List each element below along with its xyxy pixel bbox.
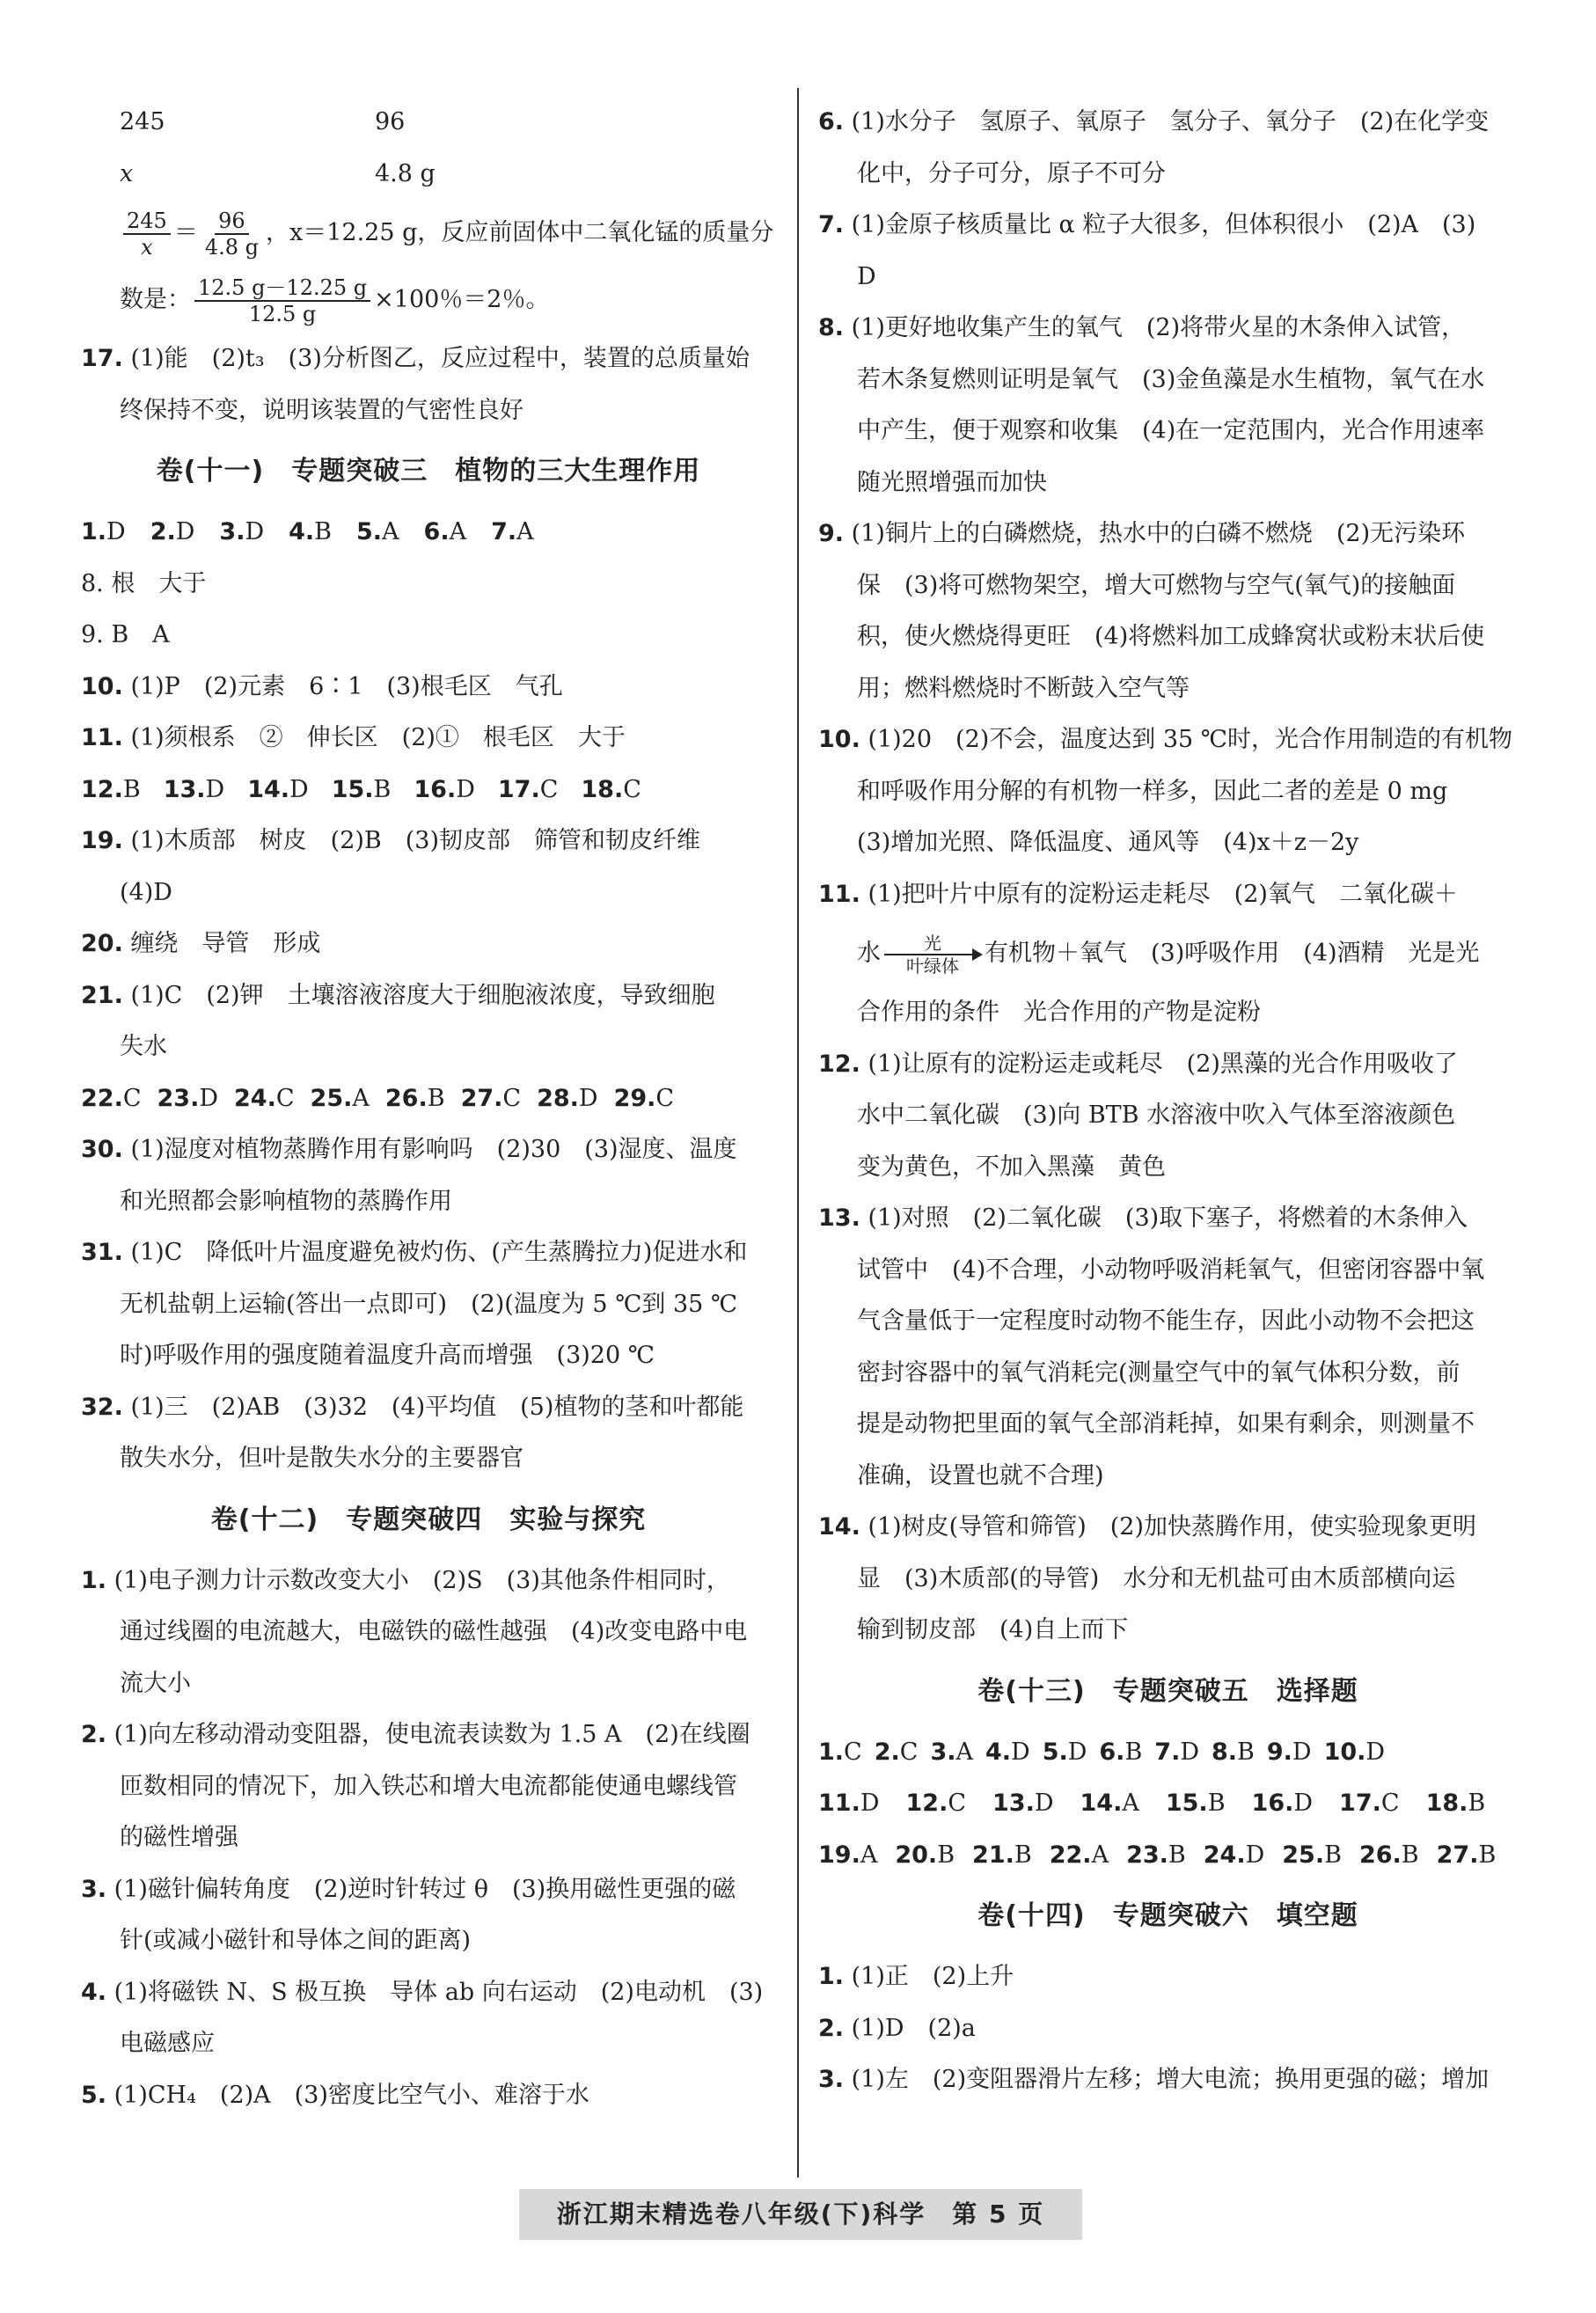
section-heading-11: 卷(十一) 专题突破三 植物的三大生理作用 — [156, 456, 701, 487]
answer-r12: 12. (1)让原有的淀粉运走或耗尽 (2)黑藻的光合作用吸收了 — [818, 1050, 1458, 1078]
mc-answer: 23.B — [1126, 1841, 1186, 1869]
mc-answer: 6.A — [423, 518, 467, 545]
photosynthesis-equation: 水 光 叶绿体 有机物＋氧气 (3)呼吸作用 (4)酒精 光是光 — [857, 932, 1480, 977]
answer-r13: 13. (1)对照 (2)二氧化碳 (3)取下塞子，将燃着的木条伸入 — [818, 1204, 1468, 1232]
mc-row-11c — [81, 1073, 776, 1125]
answer-8: 8. 根 大于 — [81, 569, 207, 597]
mc-answer: 26.B — [1358, 1841, 1419, 1869]
mc-answer: 26.B — [384, 1084, 445, 1112]
mc-answer: 14.A — [1080, 1790, 1139, 1817]
answer-r7: 7. (1)金原子核质量比 α 粒子大很多，但体积很小 (2)A (3) — [818, 211, 1476, 238]
mc-answer: 14.D — [247, 775, 309, 803]
mc-answer: 5.A — [356, 518, 399, 545]
experiment-5: 5. (1)CH₄ (2)A (3)密度比空气小、难溶于水 — [81, 2081, 589, 2109]
section-heading-13: 卷(十三) 专题突破五 选择题 — [977, 1675, 1358, 1707]
mc-answer: 20.B — [895, 1841, 955, 1869]
mc-answer: 25.B — [1282, 1841, 1342, 1869]
mc-answer: 7.A — [491, 518, 534, 545]
mc-row-11b — [81, 765, 776, 816]
fill-2: 2. (1)D (2)a — [818, 2014, 976, 2042]
section-heading-14: 卷(十四) 专题突破六 填空题 — [977, 1900, 1358, 1931]
calc-row-1: 245 96 — [120, 108, 406, 135]
answer-21: 21. (1)C (2)钾 土壤溶液溶度大于细胞液浓度，导致细胞 — [81, 981, 715, 1009]
mc-row-13a — [818, 1727, 1518, 1779]
column-divider — [797, 88, 799, 2178]
calc-row-2: x 4.8 g — [120, 159, 436, 187]
mc-answer: 13.D — [163, 775, 225, 803]
answer-30: 30. (1)湿度对植物蒸腾作用有影响吗 (2)30 (3)湿度、温度 — [81, 1136, 737, 1163]
experiment-1: 1. (1)电子测力计示数改变大小 (2)S (3)其他条件相同时， — [81, 1566, 730, 1594]
mc-answer: 18.B — [1425, 1790, 1486, 1817]
mc-answer: 9.D — [1266, 1738, 1312, 1766]
mc-answer: 4.B — [289, 518, 332, 545]
mc-answer: 1.C — [818, 1738, 862, 1766]
mc-answer: 2.D — [150, 518, 195, 545]
fill-3: 3. (1)左 (2)变阻器滑片左移；增大电流；换用更强的磁；增加 — [818, 2066, 1490, 2093]
mc-answer: 4.D — [985, 1738, 1030, 1766]
mc-answer: 3.D — [219, 518, 265, 545]
answer-r10: 10. (1)20 (2)不会，温度达到 35 ℃时，光合作用制造的有机物 — [818, 726, 1513, 753]
mc-answer: 27.B — [1436, 1841, 1497, 1869]
left-column: 245 96 x 4.8 g $\frac{245}{x}$ ＝ $\frac{96}{4.8 g}$ ，x＝12.25 g，反应前固体中二氧化锰的质量分 数是： $\frac{12.5 g-12.25 g}{12.5 g}$ ×100％＝2％。 17. (1)能 (2)t₃ (3)分析图乙，反应过程中，装置的总质量始 终保持不变，说明该装置的气密性良好 卷(十一) 专题突破三 植物的三大生理作用 1.D 2.D 3.D 4.B 5.A 6.A 7.A 8. 根 大于 9. B A 10. (1)P (2)元素 6∶1 (3)根毛区 气孔 11. (1)须根系 ② 伸长区 (2)① 根毛区 大于 12.B 13.D 14.D 15.B 16.D 17.C 18.C 19. (1)木质部 树皮 (2)B (3)韧皮部 筛管和韧皮纤维 (4)D 20. 缠绕 导管 形成 21. (1)C (2)钾 土壤溶液溶度大于细胞液浓度，导致细胞 失水 22.C 23.D 24.C 25.A 26.B 27.C 28.D 29.C 30. (1)湿度对植物蒸腾作用有影响吗 (2)30 (3)湿度、温度 和光照都会影响植物的蒸腾作用 31. (1)C 降低叶片温度避免被灼伤、(产生蒸腾拉力)促进水和 无机盐朝上运输(答出一点即可) (2)(温度为 5 ℃到 35 ℃ 时)呼吸作用的强度随着温度升高而增强 (3)20 ℃ 32. (1)三 (2)AB (3)32 (4)平均值 (5)植物的茎和叶都能 散失水分，但叶是散失水分的主要器官 卷(十二) 专题突破四 实验与探究 1. (1)电子测力计示数改变大小 (2)S (3)其他条件相同时， 通过线圈的电流越大，电磁铁的磁性越强 (4)改变电路中电 流大小 2. (1)向左移动滑动变阻器，使电流表读数为 1.5 A (2)在线圈 匝数相同的情况下，加入铁芯和增大电流都能使通电螺线管 的磁性增强 3. (1)磁针偏转角度 (2)逆时针转过 θ (3)换用磁性更强的磁 针(或减小磁针和导体之间的距离) 4. (1)将磁铁 N、S 极互换 导体 ab 向右运动 (2)电动机 (3) 电磁感应 5. (1)CH₄ (2)A (3)密度比空气小、难溶于水 — [81, 97, 776, 2121]
percent-equation: 数是： $\frac{12.5 g-12.25 g}{12.5 g}$ ×100％＝2％。 — [120, 274, 550, 326]
mc-answer: 8.B — [1211, 1738, 1255, 1766]
mc-answer: 15.B — [331, 775, 392, 803]
answer-r8: 8. (1)更好地收集产生的氧气 (2)将带火星的木条伸入试管， — [818, 314, 1466, 341]
mc-answer: 5.D — [1042, 1738, 1087, 1766]
ratio-equation: $\frac{245}{x}$ ＝ $\frac{96}{4.8 g}$ ，x＝12.25 g，反应前固体中二氧化锰的质量分 — [81, 200, 776, 267]
answer-17: 17. (1)能 (2)t₃ (3)分析图乙，反应过程中，装置的总质量始 — [81, 345, 750, 372]
answer-r11: 11. (1)把叶片中原有的淀粉运走耗尽 (2)氧气 二氧化碳＋ — [818, 880, 1458, 908]
mc-answer: 16.D — [414, 775, 475, 803]
experiment-4: 4. (1)将磁铁 N、S 极互换 导体 ab 向右运动 (2)电动机 (3) — [81, 1978, 764, 2006]
answer-10: 10. (1)P (2)元素 6∶1 (3)根毛区 气孔 — [81, 672, 563, 700]
mc-answer: 11.D — [818, 1790, 880, 1817]
answer-32: 32. (1)三 (2)AB (3)32 (4)平均值 (5)植物的茎和叶都能 — [81, 1393, 744, 1421]
answer-19: 19. (1)木质部 树皮 (2)B (3)韧皮部 筛管和韧皮纤维 — [81, 827, 701, 854]
mc-answer: 1.D — [81, 518, 126, 545]
mc-row-11a — [81, 507, 776, 559]
answer-9: 9. B A — [81, 621, 170, 648]
mc-answer: 6.B — [1099, 1738, 1143, 1766]
mc-answer: 2.C — [874, 1738, 919, 1766]
mc-answer: 21.B — [972, 1841, 1032, 1869]
mc-answer: 22.A — [1049, 1841, 1109, 1869]
mc-answer: 25.A — [310, 1084, 370, 1112]
answer-r6: 6. (1)水分子 氢原子、氧原子 氢分子、氧分子 (2)在化学变 — [818, 108, 1490, 135]
reaction-arrow: 光 叶绿体 — [884, 933, 981, 977]
answer-r9: 9. (1)铜片上的白磷燃烧，热水中的白磷不燃烧 (2)无污染环 — [818, 520, 1466, 547]
mc-answer: 16.D — [1251, 1790, 1314, 1817]
mc-answer: 10.D — [1323, 1738, 1386, 1766]
answer-20: 20. 缠绕 导管 形成 — [81, 930, 321, 957]
mc-answer: 22.C — [81, 1084, 142, 1112]
answer-r14: 14. (1)树皮(导管和筛管) (2)加快蒸腾作用，使实验现象更明 — [818, 1513, 1476, 1541]
section-heading-12: 卷(十二) 专题突破四 实验与探究 — [210, 1504, 647, 1535]
mc-answer: 15.B — [1165, 1790, 1226, 1817]
mc-answer: 28.D — [537, 1084, 598, 1112]
mc-answer: 13.D — [992, 1790, 1054, 1817]
mc-answer: 23.D — [157, 1084, 219, 1112]
answer-31: 31. (1)C 降低叶片温度避免被灼伤、(产生蒸腾拉力)促进水和 — [81, 1239, 748, 1266]
right-column: 6. (1)水分子 氢原子、氧原子 氢分子、氧分子 (2)在化学变 化中，分子可分，原子不可分 7. (1)金原子核质量比 α 粒子大很多，但体积很小 (2)A (3) D 8. (1)更好地收集产生的氧气 (2)将带火星的木条伸入试管， 若木条复燃则证明是氧气 (3)金鱼藻是水生植物，氧气在水 中产生，便于观察和收集 (4)在一定范围内，光合作用速率 随光照增强而加快 9. (1)铜片上的白磷燃烧，热水中的白磷不燃烧 (2)无污染环 保 (3)将可燃物架空，增大可燃物与空气(氧气)的接触面 积，使火燃烧得更旺 (4)将燃料加工成蜂窝状或粉末状后使 用；燃料燃烧时不断鼓入空气等 10. (1)20 (2)不会，温度达到 35 ℃时，光合作用制造的有机物 和呼吸作用分解的有机物一样多，因此二者的差是 0 mg (3)增加光照、降低温度、通风等 (4)x＋z－2y 11. (1)把叶片中原有的淀粉运走耗尽 (2)氧气 二氧化碳＋ 水 光 叶绿体 有机物＋氧气 (3)呼吸作用 (4)酒精 光是光 合作用的条件 光合作用的产物是淀粉 12. (1)让原有的淀粉运走或耗尽 (2)黑藻的光合作用吸收了 水中二氧化碳 (3)向 BTB 水溶液中吹入气体至溶液颜色 变为黄色，不加入黑藻 黄色 13. (1)对照 (2)二氧化碳 (3)取下塞子，将燃着的木条伸入 试管中 (4)不合理，小动物呼吸消耗氧气，但密闭容器中氧 气含量低于一定程度时动物不能生存，因此小动物不会把这 密封容器中的氧气消耗完(测量空气中的氧气体积分数，前 提是动物把里面的氧气全部消耗掉，如果有剩余，则测量不 准确，设置也就不合理) 14. (1)树皮(导管和筛管) (2)加快蒸腾作用，使实验现象更明 显 (3)木质部(的导管) 水分和无机盐可由木质部横向运 输到韧皮部 (4)自上而下 卷(十三) 专题突破五 选择题 1.C 2.C 3.A 4.D 5.D 6.B 7.D 8.B 9.D 10.D 11.D 12.C 13.D 14.A 15.B 16.D 17.C 18.B 19.A 20.B 21.B 22.A 23.B 24.D 25.B 26.B 27.B 卷(十四) 专题突破六 填空题 1. (1)正 (2)上升 2. (1)D (2)a 3. (1)左 (2)变阻器滑片左移；增大电流；换用更强的磁；增加 — [818, 97, 1518, 2106]
page-footer: 浙江期末精选卷八年级(下)科学 第 5 页 — [519, 2189, 1082, 2240]
mc-answer: 7.D — [1154, 1738, 1199, 1766]
mc-answer: 17.C — [497, 775, 559, 803]
mc-row-13c — [818, 1830, 1518, 1882]
answer-11: 11. (1)须根系 ② 伸长区 (2)① 根毛区 大于 — [81, 724, 626, 751]
mc-answer: 19.A — [818, 1841, 878, 1869]
mc-answer: 18.C — [581, 775, 641, 803]
mc-answer: 12.B — [81, 775, 141, 803]
mc-answer: 17.C — [1339, 1790, 1400, 1817]
fill-1: 1. (1)正 (2)上升 — [818, 1963, 1014, 1990]
experiment-2: 2. (1)向左移动滑动变阻器，使电流表读数为 1.5 A (2)在线圈 — [81, 1721, 750, 1748]
mc-answer: 12.C — [905, 1790, 967, 1817]
mc-answer: 3.A — [930, 1738, 973, 1766]
experiment-3: 3. (1)磁针偏转角度 (2)逆时针转过 θ (3)换用磁性更强的磁 — [81, 1875, 736, 1903]
mc-answer: 29.C — [613, 1084, 675, 1112]
mc-answer: 24.C — [234, 1084, 295, 1112]
mc-answer: 24.D — [1203, 1841, 1265, 1869]
mc-answer: 27.C — [460, 1084, 522, 1112]
mc-row-13b — [818, 1778, 1518, 1830]
